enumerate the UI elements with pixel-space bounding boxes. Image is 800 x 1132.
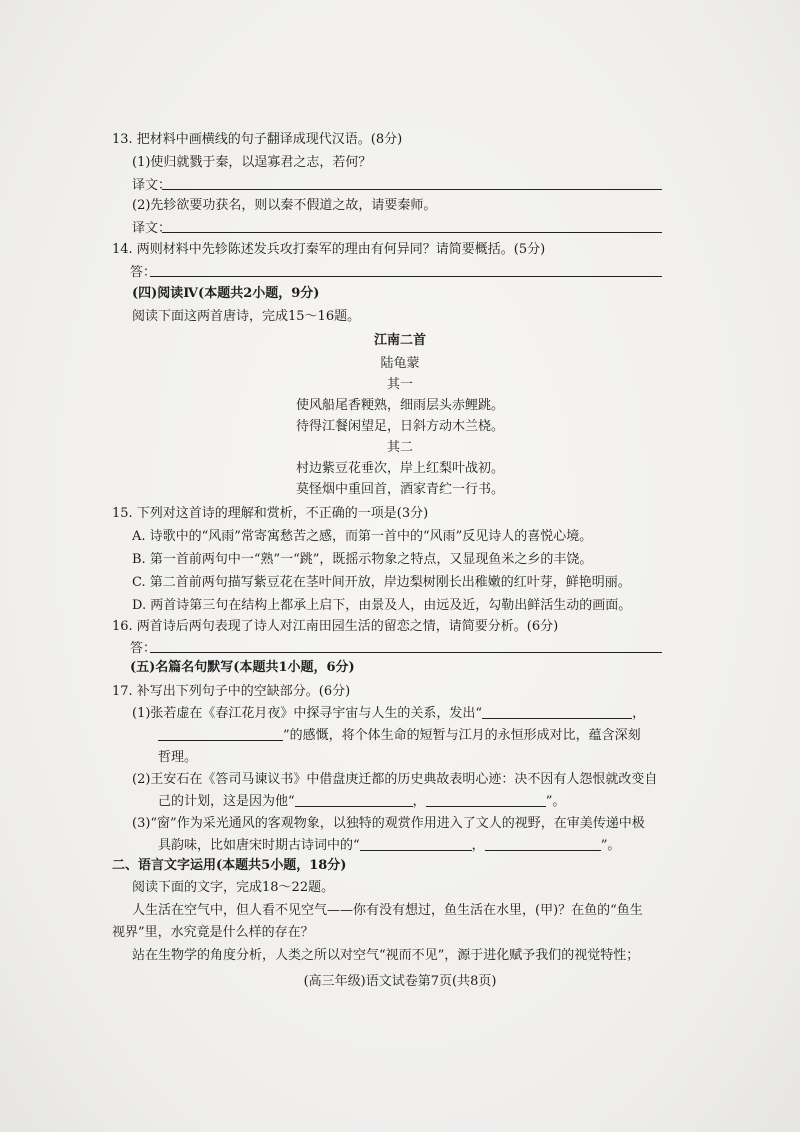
q13-translate-label-1: 译文： <box>132 178 172 193</box>
q17-item2-quote-open: “ <box>288 794 295 809</box>
q17-blank-6[interactable] <box>485 838 601 851</box>
passage-line-3: 站在生物学的角度分析，人类之所以对空气“视而不见”，源于进化赋予我们的视觉特性； <box>132 948 640 963</box>
q15-stem: 15. 下列对这首诗的理解和赏析，不正确的一项是(3分) <box>112 506 429 521</box>
q13-stem: 13. 把材料中画横线的句子翻译成现代汉语。(8分) <box>112 132 403 147</box>
part2-heading: 二、语言文字运用(本题共5小题，18分) <box>112 858 347 873</box>
q17-item2-line2 <box>158 794 565 810</box>
poem-title: 江南二首 <box>373 333 426 348</box>
poem-part1-heading: 其一 <box>386 377 413 392</box>
poem-author: 陆龟蒙 <box>380 356 420 371</box>
q17-item3-text-b: 具韵味，比如唐宋时期古诗词中的 <box>158 838 354 853</box>
q17-item1-line3: 哲理。 <box>158 750 198 765</box>
passage-line-1: 人生活在空气中，但人看不见空气——你有没有想过，鱼生活在水里，(甲)？在鱼的“鱼生 <box>132 903 643 918</box>
q17-item3-line2 <box>158 838 620 854</box>
q15-option-c[interactable]: C. 第二首前两句描写紫豆花在茎叶间开放，岸边梨树刚长出稚嫩的红叶芽，鲜艳明丽。 <box>132 575 631 590</box>
q16-answer-label: 答： <box>130 641 157 656</box>
q17-stem: 17. 补写出下列句子中的空缺部分。(6分) <box>112 684 351 699</box>
poem-part2-line2: 莫怪烟中重回首，酒家青纻一行书。 <box>295 482 504 497</box>
q16-answer-line[interactable] <box>150 652 662 653</box>
poem-part2-line1: 村边紫豆花垂次，岸上红梨叶战初。 <box>295 461 504 476</box>
q17-blank-4[interactable] <box>426 794 546 807</box>
q17-item3-comma: ， <box>471 838 485 853</box>
section5-heading: (五)名篇名句默写(本题共1小题，6分) <box>130 660 355 675</box>
passage-line-2: 视界”里，水究竟是什么样的存在？ <box>112 925 314 940</box>
q16-stem: 16. 两首诗后两句表现了诗人对江南田园生活的留恋之情，请简要分析。(6分) <box>112 619 559 634</box>
poem-part2-heading: 其二 <box>386 440 413 455</box>
q17-item1-line2 <box>158 728 641 744</box>
q17-item1-quote-open: “ <box>475 706 483 721</box>
q17-item3-line1: (3)“窗”作为采光通风的客观物象，以独特的观赏作用进入了文人的视野，在审美传递中极 <box>132 816 645 831</box>
q17-item1-text-b: ”的感慨，将个体生命的短暂与江月的永恒形成对比，蕴含深刻 <box>283 728 641 743</box>
q17-item2-text-b: 己的计划，这是因为他 <box>158 794 289 809</box>
q15-option-b[interactable]: B. 第一首前两句中一“熟”一“跳”，既摇示物象之特点，又显现鱼米之乡的丰饶。 <box>132 552 593 567</box>
q17-item2-close: ”。 <box>545 794 566 809</box>
section4-heading: (四)阅读Ⅳ(本题共2小题，9分) <box>132 286 320 301</box>
q14-answer-label: 答： <box>130 265 157 280</box>
q17-item3-quote-open: “ <box>353 838 360 853</box>
q17-blank-2[interactable] <box>158 728 283 741</box>
q17-item1-comma: ， <box>632 706 646 721</box>
q14-answer-line[interactable] <box>150 276 662 277</box>
page-footer: (高三年级)语文试卷第7页(共8页) <box>303 974 497 989</box>
q13-sub2: (2)先轸欲要功获名，则以秦不假道之故，请要秦师。 <box>132 198 437 213</box>
poem-part1-line2: 待得江餐闲望足，日斜方动木兰桡。 <box>295 419 504 434</box>
q17-blank-1[interactable] <box>482 706 632 719</box>
q13-answer-line-1[interactable] <box>162 189 662 190</box>
q17-item1-text: (1)张若虚在《春江花月夜》中探寻宇宙与人生的关系，发出 <box>132 706 476 721</box>
poem-part1-line1: 使风船尾香粳熟，细雨层头赤鲤跳。 <box>295 398 504 413</box>
q15-option-a[interactable]: A. 诗歌中的“风雨”常寄寓愁苦之感，而第一首中的“风雨”反见诗人的喜悦心境。 <box>132 529 593 544</box>
q13-answer-line-2[interactable] <box>162 232 662 233</box>
q17-blank-3[interactable] <box>295 794 413 807</box>
q17-item2-comma: ， <box>412 794 426 809</box>
section4-instruction: 阅读下面这两首唐诗，完成15～16题。 <box>132 309 361 324</box>
q13-translate-label-2: 译文： <box>132 221 172 236</box>
q15-option-d[interactable]: D. 两首诗第三句在结构上都承上启下，由景及人，由远及近，勾勒出鲜活生动的画面。 <box>132 598 632 613</box>
q17-item1-line1 <box>132 706 645 722</box>
q17-blank-5[interactable] <box>360 838 472 851</box>
q17-item3-close: ”。 <box>600 838 621 853</box>
q13-sub1: (1)使归就戮于秦，以逞寡君之志，若何？ <box>132 155 372 170</box>
part2-instruction: 阅读下面的文字，完成18～22题。 <box>132 880 335 895</box>
q14-stem: 14. 两则材料中先轸陈述发兵攻打秦军的理由有何异同？请简要概括。(5分) <box>112 242 546 257</box>
q17-item2-line1: (2)王安石在《答司马谏议书》中借盘庚迁都的历史典故表明心迹：决不因有人怨恨就改变自 <box>132 772 658 787</box>
